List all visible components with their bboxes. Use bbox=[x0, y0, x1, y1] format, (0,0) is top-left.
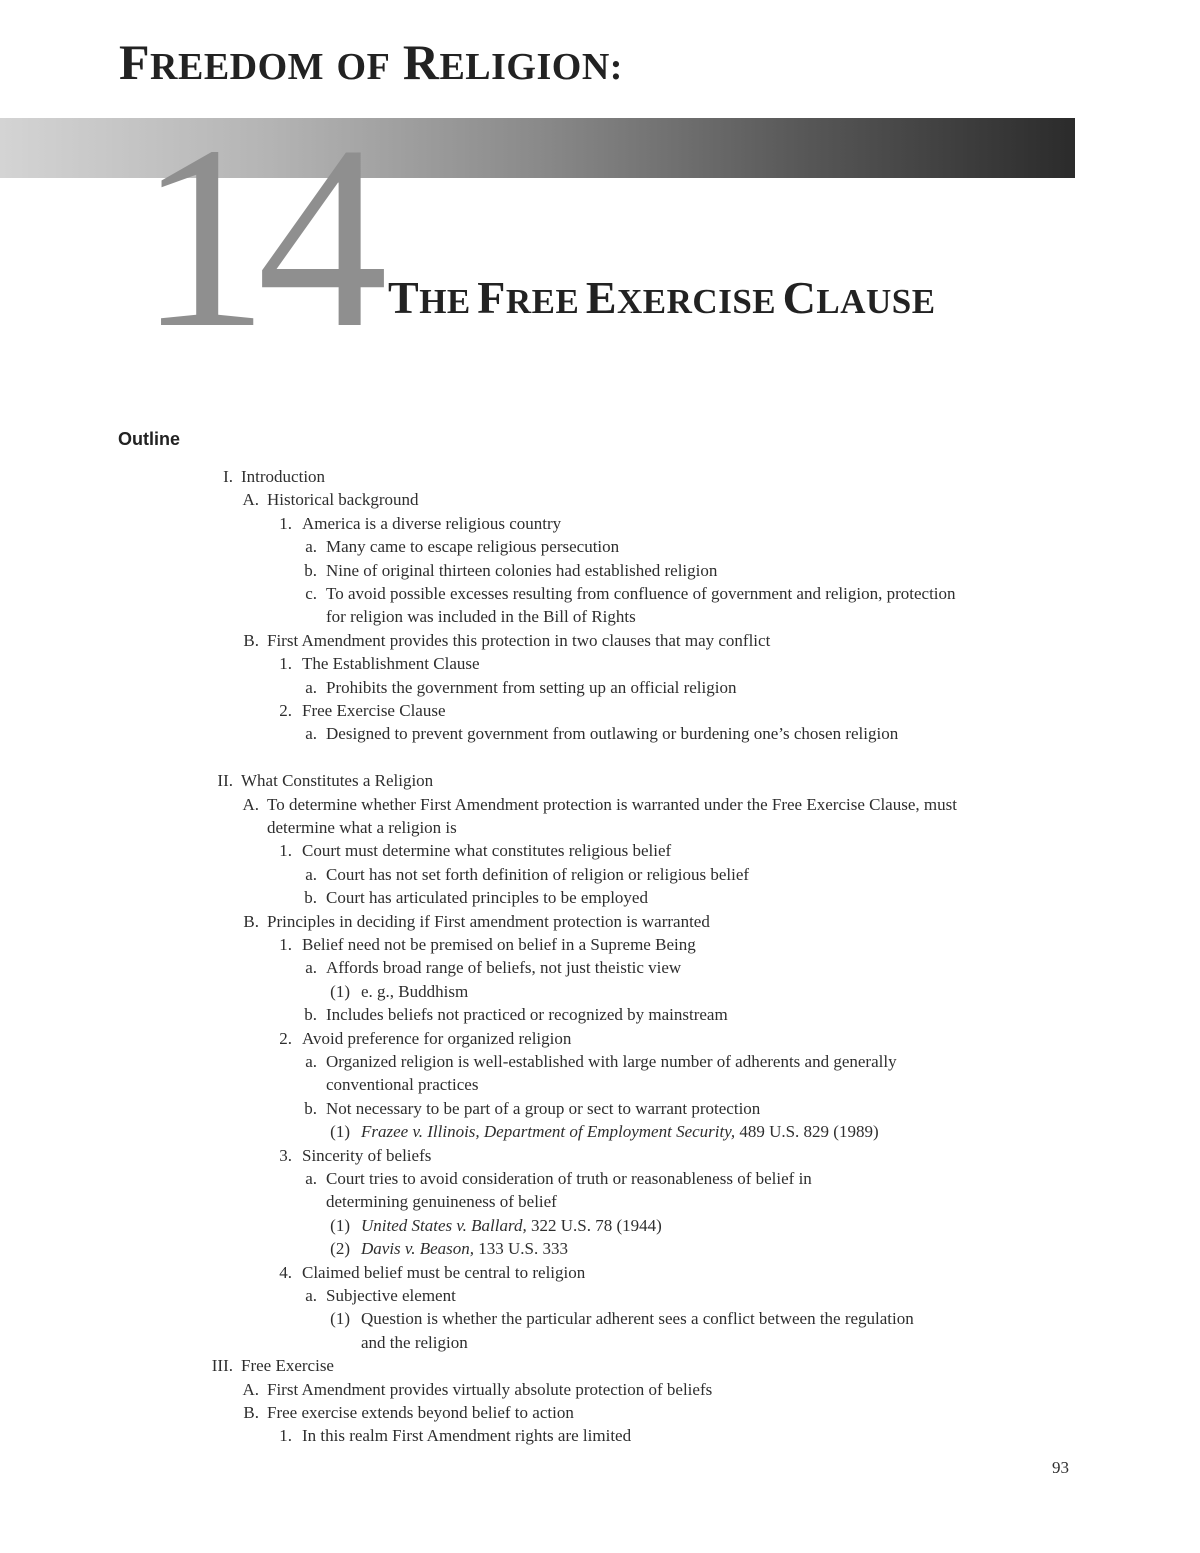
outline-item-label: II. bbox=[217, 771, 233, 791]
outline-heading: Outline bbox=[118, 429, 180, 449]
outline-item-label: (2) bbox=[330, 1239, 350, 1259]
outline-item-text bbox=[326, 535, 619, 559]
outline-item-label: B. bbox=[243, 1403, 259, 1422]
outline-text-part: Includes beliefs not practiced or recognized by mainstream bbox=[326, 1005, 728, 1025]
outline-item-label: b. bbox=[304, 1098, 317, 1118]
outline-item bbox=[0, 629, 1200, 653]
outline-text-part: Introduction bbox=[241, 467, 326, 486]
outline-item bbox=[0, 1284, 1200, 1308]
outline-item-label: I. bbox=[223, 467, 233, 486]
outline-item-label: B. bbox=[243, 630, 259, 650]
outline-text-part: Historical background bbox=[267, 490, 419, 510]
outline-item-label: a. bbox=[305, 958, 317, 978]
outline-item-label: 1. bbox=[279, 513, 292, 533]
outline-item-text bbox=[326, 1003, 728, 1027]
outline-item bbox=[0, 652, 1200, 676]
outline-item-label: A. bbox=[242, 794, 259, 814]
outline-item-label: c. bbox=[305, 584, 317, 603]
outline-item-label: (1) bbox=[330, 1122, 350, 1142]
outline-item bbox=[0, 1120, 1200, 1144]
outline-item-label: 2. bbox=[279, 701, 292, 720]
outline-item-label: 3. bbox=[279, 1145, 292, 1165]
outline-text-part: Free Exercise bbox=[241, 1356, 334, 1376]
outline-item-text bbox=[326, 1167, 812, 1191]
outline-text-part: Nine of original thirteen colonies had established religion bbox=[326, 560, 718, 580]
outline-item-label: 1. bbox=[279, 654, 292, 674]
case-citation: Davis v. Beason, bbox=[361, 1239, 474, 1259]
chapter-title: THE FREE EXERCISE CLAUSE bbox=[388, 272, 936, 323]
outline-item bbox=[0, 535, 1200, 559]
outline-item-text bbox=[302, 652, 480, 676]
outline-item-label: 1. bbox=[279, 841, 292, 861]
outline-item-label: 1. bbox=[279, 1426, 292, 1446]
outline-item bbox=[0, 1331, 1200, 1355]
outline-item bbox=[0, 1401, 1200, 1425]
outline-item bbox=[0, 863, 1200, 887]
outline-text-part: conventional practices bbox=[326, 1075, 479, 1095]
outline-item-text bbox=[267, 910, 710, 934]
outline-item bbox=[0, 910, 1200, 934]
outline-item-label: A. bbox=[242, 490, 259, 510]
outline-item bbox=[0, 605, 1200, 629]
outline-item-text bbox=[241, 1354, 334, 1378]
outline-item-label: a. bbox=[305, 537, 317, 557]
outline-text-part: Designed to prevent government from outlawing or burdening one’s chosen religion bbox=[326, 724, 899, 744]
outline-item bbox=[0, 1354, 1200, 1378]
outline-text-part: 489 U.S. 829 (1989) bbox=[735, 1122, 879, 1142]
outline-text-part: Court has articulated principles to be employed bbox=[326, 888, 648, 908]
outline-item-text bbox=[241, 769, 433, 793]
outline-item bbox=[0, 980, 1200, 1004]
outline-text-part: Not necessary to be part of a group or sect to warrant protection bbox=[326, 1098, 761, 1118]
outline-text-part: Subjective element bbox=[326, 1286, 456, 1305]
outline-item-label: III. bbox=[211, 1356, 233, 1376]
outline-item-text bbox=[361, 1120, 879, 1144]
outline-item-text bbox=[326, 676, 736, 700]
outline-item-text bbox=[302, 1144, 431, 1168]
outline-item-text bbox=[267, 816, 457, 840]
outline-item-text bbox=[326, 863, 749, 887]
outline-text-part: Question is whether the particular adherent sees a conflict between the regulation bbox=[361, 1309, 914, 1329]
outline-item bbox=[0, 722, 1200, 746]
chapter-part-title: FREEDOM OF RELIGION: bbox=[119, 34, 623, 90]
outline-text-part: Sincerity of beliefs bbox=[302, 1145, 432, 1165]
outline-item bbox=[0, 1307, 1200, 1331]
outline-text-part: determine what a religion is bbox=[267, 818, 457, 837]
outline-text-part: Claimed belief must be central to religion bbox=[302, 1262, 586, 1282]
outline-item-label: 4. bbox=[279, 1262, 292, 1282]
outline-item bbox=[0, 1097, 1200, 1121]
outline-item-text bbox=[267, 629, 770, 653]
outline-item-text bbox=[326, 722, 898, 746]
outline-item bbox=[0, 1144, 1200, 1168]
outline-item-text bbox=[302, 512, 561, 536]
outline-item-label: a. bbox=[305, 677, 317, 697]
outline-item-text bbox=[326, 1097, 760, 1121]
outline-item-label: 2. bbox=[279, 1028, 292, 1048]
outline-item-text bbox=[326, 1190, 557, 1214]
outline-text-part: Belief need not be premised on belief in a Supreme Being bbox=[302, 935, 696, 954]
outline-item bbox=[0, 1237, 1200, 1261]
outline-item bbox=[0, 956, 1200, 980]
outline-item-text bbox=[361, 1331, 468, 1355]
outline-text-part: 133 U.S. 333 bbox=[474, 1239, 568, 1259]
outline-item bbox=[0, 1261, 1200, 1285]
outline-item-text bbox=[326, 1284, 456, 1308]
outline-text-part: and the religion bbox=[361, 1332, 468, 1352]
outline-text-part: America is a diverse religious country bbox=[302, 513, 562, 533]
outline-text-part: Prohibits the government from setting up an official religion bbox=[326, 677, 737, 697]
outline-text-part: The Establishment Clause bbox=[302, 654, 480, 674]
outline-item-text bbox=[361, 1214, 662, 1238]
outline-item bbox=[0, 933, 1200, 957]
outline-text-part: In this realm First Amendment rights are limited bbox=[302, 1426, 632, 1446]
outline-text-part: determining genuineness of belief bbox=[326, 1192, 557, 1212]
outline-item-label: a. bbox=[305, 1169, 317, 1188]
outline-item-text bbox=[302, 1027, 571, 1051]
outline-item bbox=[0, 512, 1200, 536]
page-number: 93 bbox=[1052, 1458, 1069, 1477]
outline-item bbox=[0, 816, 1200, 840]
outline-item bbox=[0, 1378, 1200, 1402]
case-citation: Frazee v. Illinois, Department of Employment Security, bbox=[361, 1122, 736, 1142]
outline-item bbox=[0, 1190, 1200, 1214]
outline-item-text bbox=[241, 465, 325, 489]
outline-text-part: for religion was included in the Bill of Rights bbox=[326, 607, 636, 627]
outline-text-part: To avoid possible excesses resulting from confluence of government and religion, protection bbox=[326, 584, 956, 603]
outline-item-label: (1) bbox=[330, 1309, 350, 1329]
outline-item-text bbox=[326, 886, 648, 910]
outline-text-part: e. g., Buddhism bbox=[361, 981, 469, 1001]
outline-item bbox=[0, 559, 1200, 583]
outline-item-text bbox=[267, 1401, 574, 1425]
outline-text-part: What Constitutes a Religion bbox=[241, 771, 434, 791]
outline-item-text bbox=[326, 582, 956, 606]
outline-item-label: 1. bbox=[279, 935, 292, 954]
outline-item-label: A. bbox=[242, 1379, 259, 1399]
outline-item-label: a. bbox=[305, 864, 317, 884]
outline-item bbox=[0, 1027, 1200, 1051]
outline-item bbox=[0, 793, 1200, 817]
outline-item-text bbox=[267, 793, 957, 817]
outline-item-label: (1) bbox=[330, 1215, 350, 1235]
outline-item-label: b. bbox=[304, 1005, 317, 1025]
outline-item-text bbox=[326, 1073, 478, 1097]
outline-item-text bbox=[302, 1424, 631, 1448]
outline-item bbox=[0, 886, 1200, 910]
outline-item-text bbox=[361, 980, 468, 1004]
outline-item bbox=[0, 699, 1200, 723]
outline-item-text bbox=[267, 1378, 712, 1402]
outline-item-label: (1) bbox=[330, 981, 350, 1001]
outline-item bbox=[0, 676, 1200, 700]
outline-item-text bbox=[361, 1307, 914, 1331]
outline-item-text bbox=[361, 1237, 568, 1261]
outline-text-part: First Amendment provides this protection in two clauses that may conflict bbox=[267, 630, 771, 650]
outline-item bbox=[0, 1424, 1200, 1448]
outline-text-part: Court tries to avoid consideration of truth or reasonableness of belief in bbox=[326, 1169, 812, 1188]
outline-item bbox=[0, 582, 1200, 606]
outline-item-text bbox=[302, 839, 671, 863]
outline-item-label: a. bbox=[305, 724, 317, 744]
outline-item bbox=[0, 1003, 1200, 1027]
outline-item-text bbox=[302, 933, 696, 957]
case-citation: United States v. Ballard, bbox=[361, 1215, 527, 1235]
outline-text-part: Court must determine what constitutes religious belief bbox=[302, 841, 672, 861]
outline-text-part: Organized religion is well-established with large number of adherents and generally bbox=[326, 1052, 897, 1071]
outline-text-part: Court has not set forth definition of religion or religious belief bbox=[326, 864, 750, 884]
outline-list bbox=[0, 465, 1200, 1465]
outline-item-text bbox=[326, 559, 717, 583]
outline-item bbox=[0, 465, 1200, 489]
outline-item-text bbox=[326, 1050, 897, 1074]
outline-item-label: b. bbox=[304, 888, 317, 908]
chapter-number: 14 bbox=[138, 92, 376, 382]
outline-item-text bbox=[302, 1261, 585, 1285]
outline-item bbox=[0, 1073, 1200, 1097]
outline-text-part: Free Exercise Clause bbox=[302, 701, 446, 720]
outline-text-part: First Amendment provides virtually absolute protection of beliefs bbox=[267, 1379, 713, 1399]
outline-item-label: b. bbox=[304, 560, 317, 580]
outline-item bbox=[0, 839, 1200, 863]
outline-item-label: a. bbox=[305, 1286, 317, 1305]
outline-text-part: 322 U.S. 78 (1944) bbox=[526, 1215, 662, 1235]
outline-item bbox=[0, 488, 1200, 512]
outline-text-part: To determine whether First Amendment protection is warranted under the Free Exercise Clause, must bbox=[267, 794, 957, 814]
outline-item bbox=[0, 1214, 1200, 1238]
outline-text-part: Avoid preference for organized religion bbox=[302, 1028, 572, 1048]
outline-item-text bbox=[267, 488, 419, 512]
outline-item bbox=[0, 1167, 1200, 1191]
outline-item bbox=[0, 769, 1200, 793]
outline-text-part: Free exercise extends beyond belief to action bbox=[267, 1403, 574, 1422]
outline-item-label: B. bbox=[243, 911, 259, 931]
outline-item bbox=[0, 1050, 1200, 1074]
outline-item-text bbox=[326, 956, 681, 980]
outline-text-part: Many came to escape religious persecution bbox=[326, 537, 620, 557]
outline-text-part: Principles in deciding if First amendment protection is warranted bbox=[267, 911, 710, 931]
outline-item-text bbox=[326, 605, 636, 629]
outline-text-part: Affords broad range of beliefs, not just theistic view bbox=[326, 958, 682, 978]
outline-item-text bbox=[302, 699, 446, 723]
outline-item-label: a. bbox=[305, 1052, 317, 1071]
